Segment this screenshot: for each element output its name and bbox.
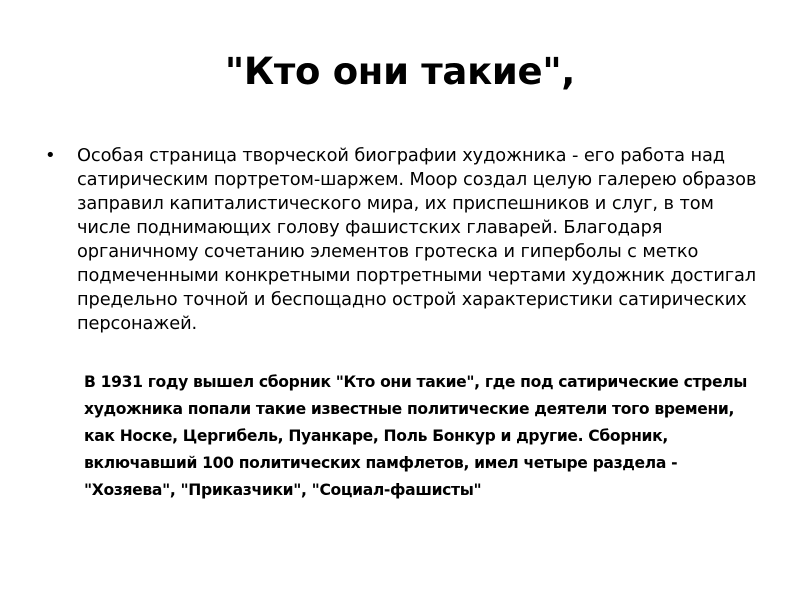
bullet-marker: • [45, 145, 56, 166]
bullet-paragraph: Особая страница творческой биографии художника - его работа над сатирическим портретом-шаржем. Моор создал целую галерею образов заправил капиталистического мира, их приспешников и слуг, в том числе поднимающих голову фашистских главарей. Благодаря органичному сочетанию элементов гротеска и гиперболы с метко подмеченными конкретными портретными чертами художник достигал предельно точной и беспощадно острой характеристики сатирических персонажей. [77, 145, 757, 334]
slide-title: "Кто они такие", [224, 50, 576, 93]
note-paragraph: В 1931 году вышел сборник "Кто они такие", где под сатирические стрелы художника попали такие известные политические деятели того времени, как Носке, Цергибель, Пуанкаре, Поль Бонкур и другие. Сборник, включавший 100 политических памфлетов, имел четыре раздела - "Хозяева", "Приказчики", "Социал-фашисты" [84, 373, 748, 499]
